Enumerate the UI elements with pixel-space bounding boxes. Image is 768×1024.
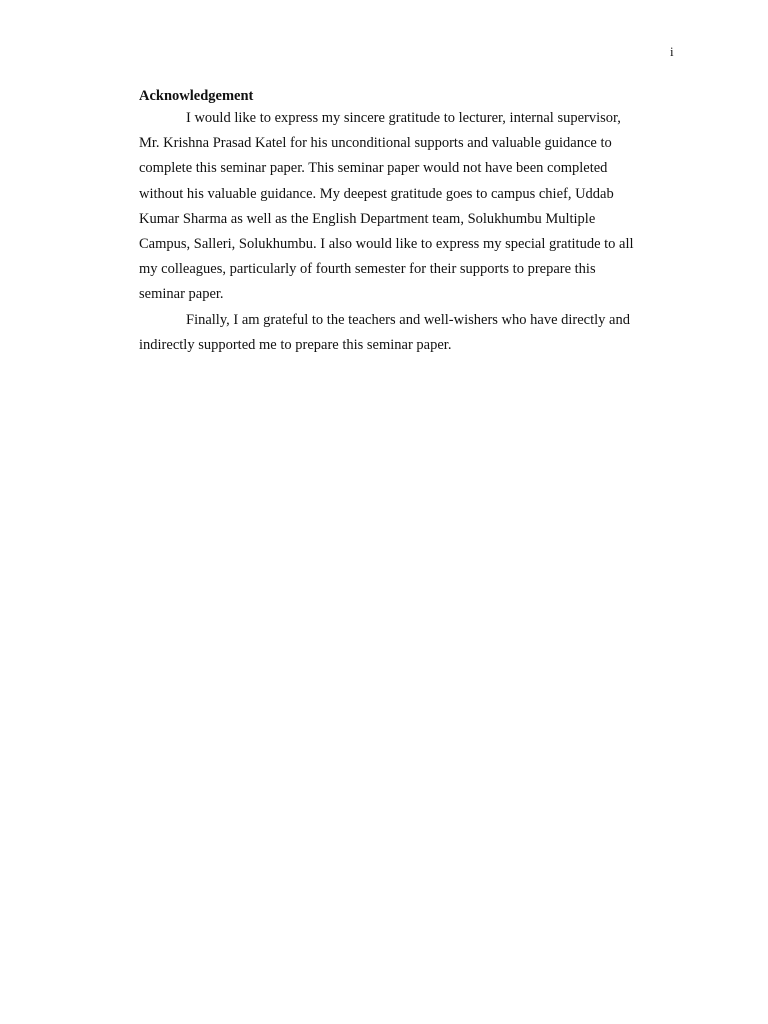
text-line: Mr. Krishna Prasad Katel for his unconditional supports and valuable guidance to — [139, 135, 612, 152]
paragraph-1 — [139, 106, 670, 308]
text-line: my colleagues, particularly of fourth semester for their supports to prepare this — [139, 261, 596, 278]
text-line: I would like to express my sincere gratitude to lecturer, internal supervisor, — [186, 110, 621, 126]
text-line: Finally, I am grateful to the teachers and well-wishers who have directly and — [186, 311, 630, 328]
document-body — [139, 86, 670, 358]
paragraph-2 — [139, 308, 670, 358]
text-line: indirectly supported me to prepare this seminar paper. — [139, 336, 452, 353]
text-line: Kumar Sharma as well as the English Department team, Solukhumbu Multiple — [139, 210, 596, 227]
text-line: Campus, Salleri, Solukhumbu. I also would like to express my special gratitude to all — [139, 236, 634, 253]
text-line: complete this seminar paper. This seminar paper would not have been completed — [139, 160, 608, 177]
text-line: without his valuable guidance. My deepest gratitude goes to campus chief, Uddab — [139, 185, 614, 202]
section-heading: Acknowledgement — [139, 88, 254, 104]
text-line: seminar paper. — [139, 286, 224, 303]
page-number: i — [670, 44, 674, 59]
